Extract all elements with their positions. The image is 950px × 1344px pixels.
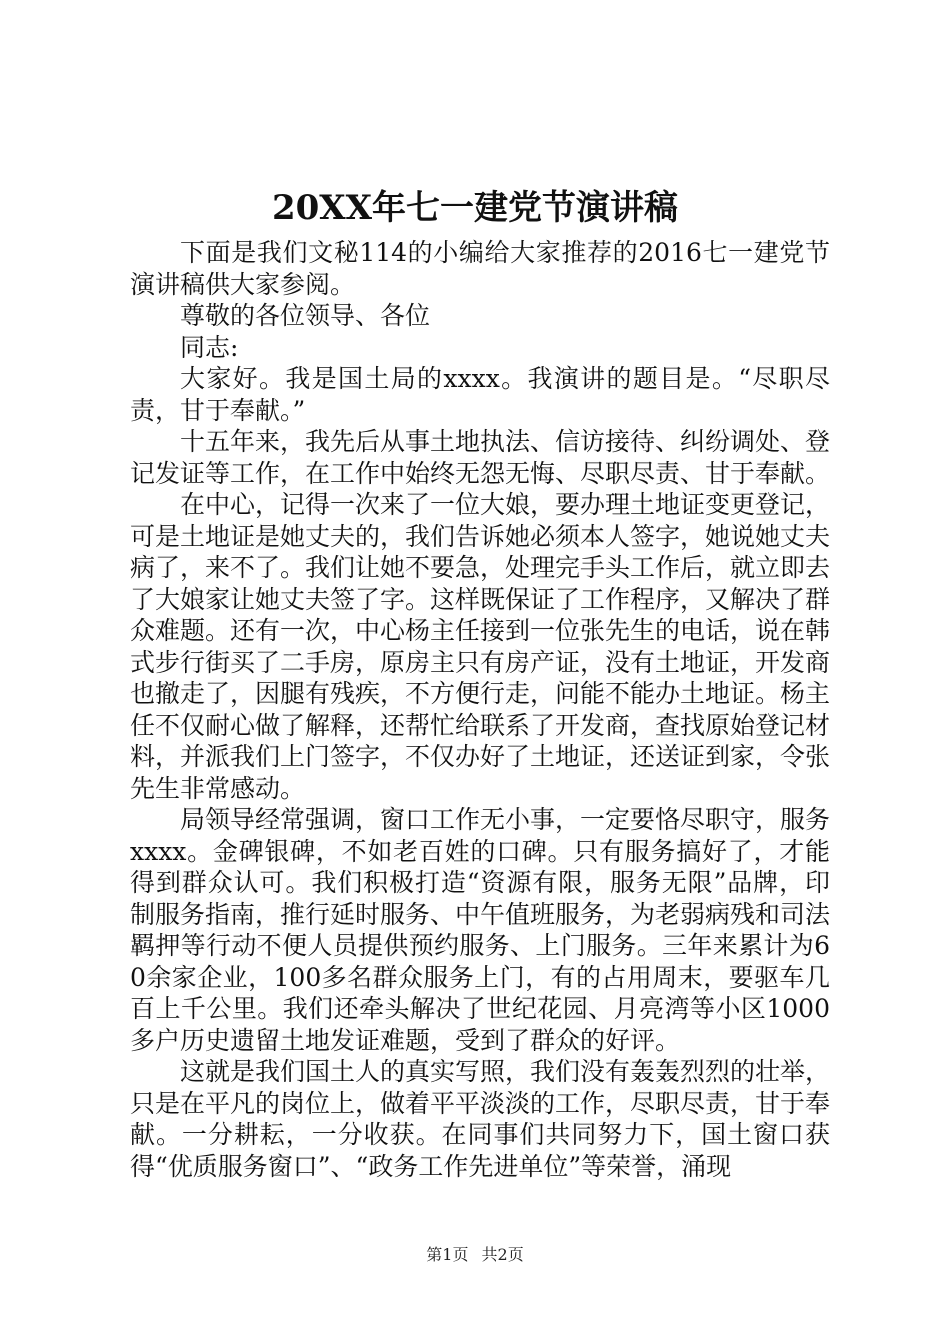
paragraph: 十五年来，我先后从事土地执法、信访接待、纠纷调处、登记发证等工作，在工作中始终无怨无悔、尽职尽责、甘于奉献。 [130,427,831,488]
paragraph: 局领导经常强调，窗口工作无小事，一定要恪尽职守，服务xxxx。金碑银碑，不如老百姓的口碑。只有服务搞好了，才能得到群众认可。我们积极打造“资源有限，服务无限”品牌，印制服务指南，推行延时服务、中午值班服务，为老弱病残和司法羁押等行动不便人员提供预约服务、上门服务。三年来累计为60余家企业，100多名群众服务上门，有的占用周末，要驱车几百上千公里。我们还牵头解决了世纪花园、月亮湾等小区1000多户历史遗留土地发证难题，受到了群众的好评。 [130,805,831,1055]
document-body [130,237,830,1182]
paragraph: 尊敬的各位领导、各位 [180,301,431,330]
page-number-total: 共2页 [481,1245,524,1264]
document-title: 20XX年七一建党节演讲稿 [271,188,679,228]
paragraph: 同志: [180,332,239,362]
paragraph: 这就是我们国土人的真实写照，我们没有轰轰烈烈的壮举，只是在平凡的岗位上，做着平平淡淡的工作，尽职尽责，甘于奉献。一分耕耘，一分收获。在同事们共同努力下，国土窗口获得“优质服务窗口”、“政务工作先进单位”等荣誉，涌现 [130,1057,831,1181]
paragraph: 大家好。我是国土局的xxxx。我演讲的题目是。“尽职尽责，甘于奉献。” [130,364,830,425]
page-number-current: 第1页 [426,1245,469,1264]
paragraph: 下面是我们文秘114的小编给大家推荐的2016七一建党节演讲稿供大家参阅。 [130,238,830,299]
paragraph: 在中心，记得一次来了一位大娘，要办理土地证变更登记，可是土地证是她丈夫的，我们告诉她必须本人签字，她说她丈夫病了，来不了。我们让她不要急，处理完手头工作后，就立即去了大娘家让她丈夫签了字。这样既保证了工作程序，又解决了群众难题。还有一次，中心杨主任接到一位张先生的电话，说在韩式步行街买了二手房，原房主只有房产证，没有土地证，开发商也撤走了，因腿有残疾，不方便行走，问能不能办土地证。杨主任不仅耐心做了解释，还帮忙给联系了开发商，查找原始登记材料，并派我们上门签字，不仅办好了土地证，还送证到家，令张先生非常感动。 [130,490,831,803]
page-footer [0,1243,950,1267]
